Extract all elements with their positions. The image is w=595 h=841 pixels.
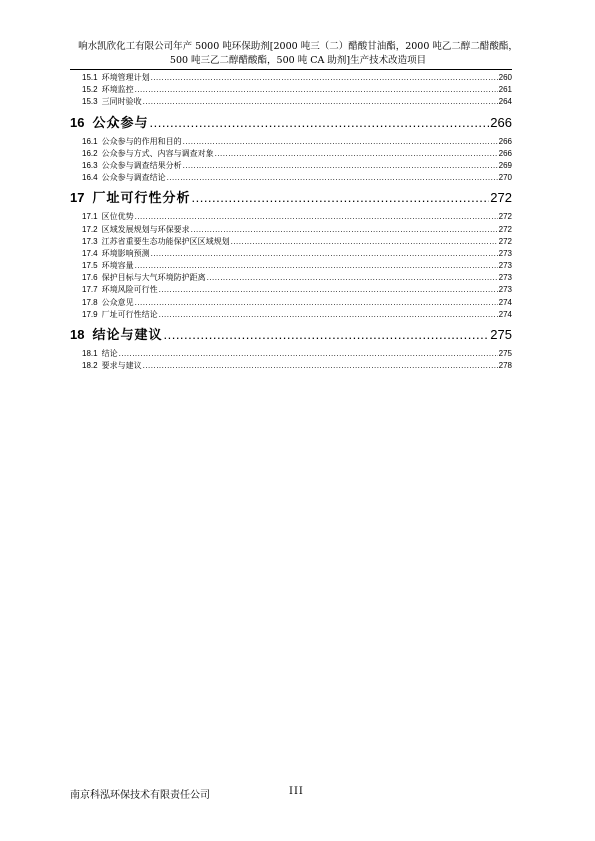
toc-entry-page: 269 (498, 160, 512, 170)
table-of-contents (70, 72, 512, 372)
header-title-line-2: 500 吨三乙二醇醋酸酯，500 吨 CA 助剂]生产技术改造项目 (169, 54, 427, 66)
toc-entry-page: 266 (490, 114, 512, 130)
toc-entry-number: 16.3 (82, 160, 98, 170)
toc-entry-page: 273 (498, 273, 512, 283)
toc-entry-number: 17.5 (82, 261, 98, 271)
toc-entry-page: 266 (498, 148, 512, 158)
toc-entry-number: 15.2 (82, 85, 98, 95)
toc-dot-leader (191, 189, 489, 207)
toc-dot-leader (151, 72, 498, 84)
toc-entry-page: 273 (498, 261, 512, 271)
toc-entry-number: 16 (70, 114, 85, 130)
toc-entry-title: 厂址可行性结论 (101, 309, 158, 319)
toc-section-entry[interactable] (70, 248, 512, 260)
toc-section-entry[interactable] (70, 236, 512, 248)
toc-entry-page: 272 (498, 224, 512, 234)
toc-dot-leader (135, 211, 498, 223)
toc-entry-title: 公众意见 (101, 297, 134, 307)
toc-dot-leader (163, 326, 489, 344)
toc-section-entry[interactable] (70, 297, 512, 309)
toc-entry-title: 要求与建议 (101, 361, 142, 371)
toc-entry-title: 区域发展规划与环保要求 (101, 224, 190, 234)
toc-entry-number: 17.9 (82, 309, 98, 319)
toc-section-entry[interactable] (70, 309, 512, 321)
toc-section-entry[interactable] (70, 360, 512, 372)
toc-entry-page: 272 (498, 212, 512, 222)
toc-entry-number: 17 (70, 190, 85, 206)
footer-page-number: III (289, 786, 304, 797)
toc-entry-title: 公众参与 (92, 115, 149, 131)
toc-section-entry[interactable] (70, 72, 512, 84)
toc-entry-page: 273 (498, 285, 512, 295)
toc-chapter-entry[interactable] (70, 114, 512, 132)
toc-section-entry[interactable] (70, 160, 512, 172)
toc-entry-title: 江苏省重要生态功能保护区区域规划 (101, 236, 230, 246)
toc-entry-number: 18.1 (82, 349, 98, 358)
toc-entry-title: 环境容量 (101, 261, 134, 271)
toc-entry-title: 公众参与调查结果分析 (101, 160, 182, 170)
toc-entry-title: 厂址可行性分析 (92, 191, 191, 207)
toc-dot-leader (151, 248, 498, 260)
toc-entry-number: 16.4 (82, 173, 98, 183)
toc-chapter-entry[interactable] (70, 189, 512, 207)
toc-dot-leader (183, 160, 498, 172)
toc-entry-title: 公众参与方式、内容与调查对象 (101, 148, 214, 158)
toc-entry-title: 区位优势 (101, 212, 134, 222)
toc-dot-leader (143, 360, 498, 372)
toc-entry-number: 16.1 (82, 136, 98, 146)
toc-section-entry[interactable] (70, 84, 512, 96)
header-title-line-1: 响水凯欣化工有限公司年产 5000 吨环保助剂[2000 吨三（二）醋酸甘油酯，2000 吨乙二醇二醋酸酯， (78, 41, 518, 52)
toc-entry-title: 结论 (101, 349, 118, 358)
toc-dot-leader (191, 224, 498, 236)
toc-section-entry[interactable] (70, 260, 512, 272)
toc-entry-number: 17.6 (82, 273, 98, 283)
toc-entry-page: 275 (490, 327, 512, 342)
toc-entry-page: 260 (498, 73, 512, 82)
toc-section-entry[interactable] (70, 348, 512, 360)
toc-entry-page: 270 (498, 173, 512, 183)
toc-entry-number: 17.3 (82, 236, 98, 246)
toc-entry-page: 272 (498, 236, 512, 246)
toc-entry-number: 17.8 (82, 297, 98, 307)
toc-chapter-entry[interactable] (70, 326, 512, 344)
toc-entry-title: 环境风险可行性 (101, 285, 158, 295)
toc-entry-number: 15.3 (82, 97, 98, 107)
toc-entry-page: 274 (498, 309, 512, 319)
toc-entry-number: 18 (70, 327, 85, 342)
footer-company: 南京科泓环保技术有限责任公司 (70, 790, 210, 801)
toc-dot-leader (207, 272, 498, 284)
toc-dot-leader (143, 96, 498, 108)
toc-section-entry[interactable] (70, 211, 512, 223)
toc-dot-leader (135, 260, 498, 272)
toc-entry-title: 环境监控 (101, 85, 134, 95)
toc-entry-title: 保护目标与大气环境防护距离 (101, 273, 206, 283)
toc-dot-leader (149, 114, 489, 132)
toc-dot-leader (231, 236, 498, 248)
toc-entry-title: 公众参与的作用和目的 (101, 136, 182, 146)
toc-dot-leader (183, 136, 498, 148)
toc-section-entry[interactable] (70, 172, 512, 184)
toc-entry-number: 17.4 (82, 248, 98, 258)
toc-entry-number: 18.2 (82, 361, 98, 371)
toc-entry-number: 17.2 (82, 224, 98, 234)
toc-entry-page: 272 (490, 190, 512, 206)
toc-entry-number: 17.7 (82, 285, 98, 295)
toc-entry-title: 三同时验收 (101, 97, 142, 107)
toc-entry-title: 公众参与调查结论 (101, 173, 166, 183)
toc-entry-number: 17.1 (82, 212, 98, 222)
toc-dot-leader (135, 84, 498, 96)
toc-entry-page: 278 (498, 361, 512, 371)
toc-section-entry[interactable] (70, 96, 512, 108)
toc-entry-title: 结论与建议 (92, 328, 163, 343)
toc-entry-title: 环境管理计划 (101, 73, 150, 82)
toc-dot-leader (215, 148, 498, 160)
toc-section-entry[interactable] (70, 272, 512, 284)
toc-entry-page: 264 (498, 97, 512, 107)
toc-section-entry[interactable] (70, 284, 512, 296)
toc-dot-leader (167, 172, 498, 184)
toc-entry-page: 273 (498, 248, 512, 258)
toc-section-entry[interactable] (70, 136, 512, 148)
toc-dot-leader (119, 348, 498, 360)
toc-entry-title: 环境影响预测 (101, 248, 150, 258)
toc-dot-leader (159, 309, 498, 321)
toc-section-entry[interactable] (70, 148, 512, 160)
header-divider (70, 69, 512, 70)
toc-entry-page: 275 (498, 349, 512, 358)
toc-entry-page: 266 (498, 136, 512, 146)
toc-entry-number: 15.1 (82, 73, 98, 82)
toc-dot-leader (135, 297, 498, 309)
toc-section-entry[interactable] (70, 224, 512, 236)
toc-entry-page: 261 (498, 85, 512, 95)
toc-dot-leader (159, 284, 498, 296)
page-header (60, 40, 536, 67)
toc-entry-number: 16.2 (82, 148, 98, 158)
toc-entry-page: 274 (498, 297, 512, 307)
